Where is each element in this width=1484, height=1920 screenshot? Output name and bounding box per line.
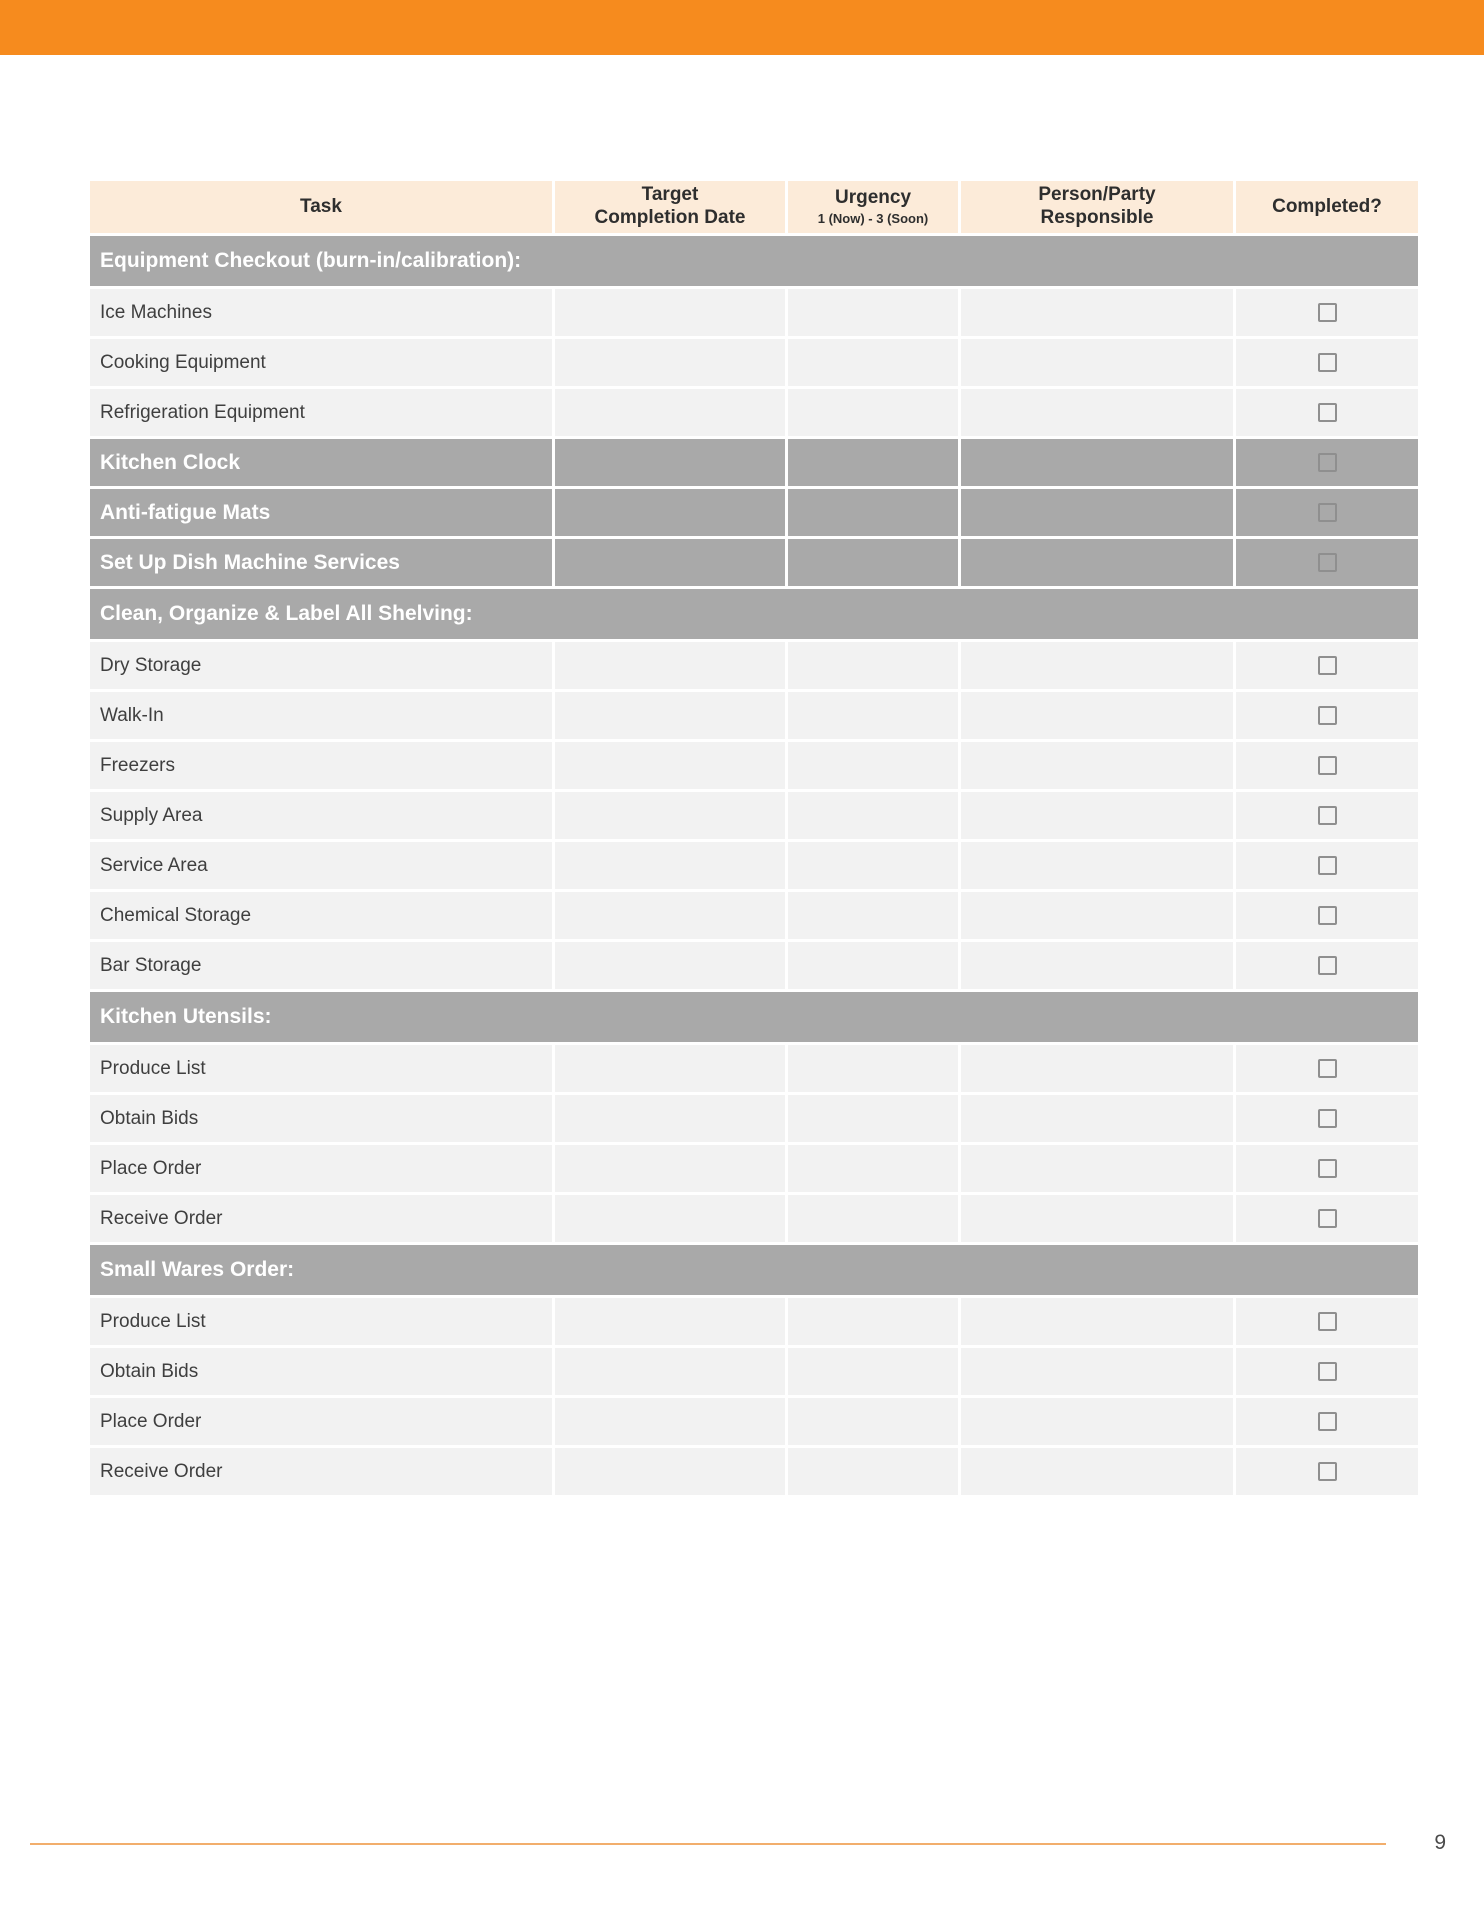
urgency-cell (788, 942, 958, 989)
task-row (90, 1145, 1418, 1192)
section-header-label: Small Wares Order: (90, 1245, 1418, 1295)
person-cell (961, 1298, 1233, 1345)
task-label: Supply Area (90, 792, 552, 839)
completed-checkbox[interactable] (1318, 1412, 1337, 1431)
task-row (90, 439, 1418, 486)
urgency-cell (788, 289, 958, 336)
task-row (90, 339, 1418, 386)
person-cell (961, 1348, 1233, 1395)
completed-cell (1236, 489, 1418, 536)
person-cell (961, 1095, 1233, 1142)
completed-cell (1236, 1398, 1418, 1445)
person-cell (961, 489, 1233, 536)
target-date-cell (555, 892, 785, 939)
completed-checkbox[interactable] (1318, 453, 1337, 472)
person-cell (961, 892, 1233, 939)
person-cell (961, 1448, 1233, 1495)
completed-checkbox[interactable] (1318, 1209, 1337, 1228)
task-label: Kitchen Clock (90, 439, 552, 486)
completed-checkbox[interactable] (1318, 1109, 1337, 1128)
task-label: Service Area (90, 842, 552, 889)
urgency-cell (788, 1298, 958, 1345)
task-row (90, 1348, 1418, 1395)
task-row (90, 742, 1418, 789)
urgency-cell (788, 339, 958, 386)
task-row (90, 842, 1418, 889)
task-label: Ice Machines (90, 289, 552, 336)
person-cell (961, 1398, 1233, 1445)
person-cell (961, 539, 1233, 586)
task-label: Receive Order (90, 1448, 552, 1495)
person-cell (961, 742, 1233, 789)
task-row (90, 389, 1418, 436)
completed-checkbox[interactable] (1318, 403, 1337, 422)
task-label: Set Up Dish Machine Services (90, 539, 552, 586)
completed-checkbox[interactable] (1318, 303, 1337, 322)
target-date-cell (555, 1145, 785, 1192)
task-label: Obtain Bids (90, 1095, 552, 1142)
person-cell (961, 692, 1233, 739)
task-row (90, 1298, 1418, 1345)
task-label: Freezers (90, 742, 552, 789)
target-date-cell (555, 1045, 785, 1092)
target-date-cell (555, 1195, 785, 1242)
completed-cell (1236, 892, 1418, 939)
section-header-row (90, 992, 1418, 1042)
completed-cell (1236, 742, 1418, 789)
task-label: Produce List (90, 1298, 552, 1345)
table-header-row (90, 181, 1418, 233)
urgency-cell (788, 1095, 958, 1142)
task-label: Receive Order (90, 1195, 552, 1242)
column-header-person-label: Person/Party Responsible (1038, 184, 1156, 228)
urgency-cell (788, 1195, 958, 1242)
completed-cell (1236, 1095, 1418, 1142)
completed-cell (1236, 792, 1418, 839)
urgency-cell (788, 742, 958, 789)
completed-cell (1236, 692, 1418, 739)
task-row (90, 539, 1418, 586)
completed-checkbox[interactable] (1318, 353, 1337, 372)
completed-checkbox[interactable] (1318, 856, 1337, 875)
section-header-label: Kitchen Utensils: (90, 992, 1418, 1042)
completed-cell (1236, 1448, 1418, 1495)
task-row (90, 942, 1418, 989)
target-date-cell (555, 692, 785, 739)
task-row (90, 1195, 1418, 1242)
completed-cell (1236, 942, 1418, 989)
completed-checkbox[interactable] (1318, 1159, 1337, 1178)
person-cell (961, 439, 1233, 486)
urgency-cell (788, 489, 958, 536)
column-header-urgency (788, 181, 958, 233)
completed-cell (1236, 389, 1418, 436)
task-row (90, 642, 1418, 689)
task-label: Dry Storage (90, 642, 552, 689)
person-cell (961, 842, 1233, 889)
completed-cell (1236, 1195, 1418, 1242)
completed-cell (1236, 1145, 1418, 1192)
column-header-urgency-label: Urgency (834, 187, 912, 209)
task-row (90, 289, 1418, 336)
target-date-cell (555, 842, 785, 889)
column-header-task (90, 181, 552, 233)
target-date-cell (555, 389, 785, 436)
completed-checkbox[interactable] (1318, 806, 1337, 825)
person-cell (961, 1045, 1233, 1092)
completed-cell (1236, 1298, 1418, 1345)
section-header-row (90, 1245, 1418, 1295)
column-header-person (961, 181, 1233, 233)
column-header-completed-label: Completed? (1272, 195, 1382, 217)
completed-checkbox[interactable] (1318, 956, 1337, 975)
completed-checkbox[interactable] (1318, 1462, 1337, 1481)
urgency-cell (788, 892, 958, 939)
completed-cell (1236, 339, 1418, 386)
completed-cell (1236, 1348, 1418, 1395)
target-date-cell (555, 1448, 785, 1495)
completed-cell (1236, 539, 1418, 586)
person-cell (961, 339, 1233, 386)
completed-checkbox[interactable] (1318, 1362, 1337, 1381)
completed-cell (1236, 289, 1418, 336)
urgency-cell (788, 1145, 958, 1192)
target-date-cell (555, 1398, 785, 1445)
task-label: Walk-In (90, 692, 552, 739)
urgency-cell (788, 692, 958, 739)
person-cell (961, 642, 1233, 689)
person-cell (961, 942, 1233, 989)
urgency-cell (788, 1045, 958, 1092)
target-date-cell (555, 1095, 785, 1142)
person-cell (961, 792, 1233, 839)
completed-checkbox[interactable] (1318, 706, 1337, 725)
completed-cell (1236, 842, 1418, 889)
completed-checkbox[interactable] (1318, 1059, 1337, 1078)
urgency-cell (788, 389, 958, 436)
urgency-cell (788, 792, 958, 839)
completed-checkbox[interactable] (1318, 503, 1337, 522)
task-label: Cooking Equipment (90, 339, 552, 386)
completed-cell (1236, 642, 1418, 689)
completed-cell (1236, 1045, 1418, 1092)
section-header-row (90, 589, 1418, 639)
target-date-cell (555, 942, 785, 989)
urgency-cell (788, 842, 958, 889)
target-date-cell (555, 339, 785, 386)
task-row (90, 1045, 1418, 1092)
completed-checkbox[interactable] (1318, 756, 1337, 775)
target-date-cell (555, 539, 785, 586)
section-header-label: Equipment Checkout (burn-in/calibration): (90, 236, 1418, 286)
task-label: Bar Storage (90, 942, 552, 989)
completed-checkbox[interactable] (1318, 1312, 1337, 1331)
completed-checkbox[interactable] (1318, 553, 1337, 572)
task-row (90, 692, 1418, 739)
section-header-label: Clean, Organize & Label All Shelving: (90, 589, 1418, 639)
column-header-urgency-scale: 1 (Now) - 3 (Soon) (817, 211, 929, 227)
completed-checkbox[interactable] (1318, 906, 1337, 925)
urgency-cell (788, 1348, 958, 1395)
column-header-target-date (555, 181, 785, 233)
column-header-target-date-label: Target Completion Date (594, 184, 746, 228)
footer-divider (30, 1843, 1386, 1845)
task-row (90, 1095, 1418, 1142)
person-cell (961, 1195, 1233, 1242)
target-date-cell (555, 642, 785, 689)
urgency-cell (788, 439, 958, 486)
person-cell (961, 1145, 1233, 1192)
task-row (90, 1448, 1418, 1495)
urgency-cell (788, 539, 958, 586)
completed-checkbox[interactable] (1318, 656, 1337, 675)
top-accent-bar (0, 0, 1484, 55)
task-label: Produce List (90, 1045, 552, 1092)
task-label: Chemical Storage (90, 892, 552, 939)
task-row (90, 892, 1418, 939)
page-number: 9 (1434, 1831, 1446, 1854)
task-label: Refrigeration Equipment (90, 389, 552, 436)
task-label: Place Order (90, 1145, 552, 1192)
urgency-cell (788, 1398, 958, 1445)
target-date-cell (555, 1348, 785, 1395)
task-label: Place Order (90, 1398, 552, 1445)
section-header-row (90, 236, 1418, 286)
target-date-cell (555, 742, 785, 789)
task-label: Anti-fatigue Mats (90, 489, 552, 536)
checklist-table (87, 178, 1421, 1498)
target-date-cell (555, 489, 785, 536)
completed-cell (1236, 439, 1418, 486)
column-header-completed (1236, 181, 1418, 233)
task-row (90, 1398, 1418, 1445)
target-date-cell (555, 289, 785, 336)
task-row (90, 489, 1418, 536)
task-label: Obtain Bids (90, 1348, 552, 1395)
urgency-cell (788, 642, 958, 689)
task-row (90, 792, 1418, 839)
target-date-cell (555, 1298, 785, 1345)
target-date-cell (555, 792, 785, 839)
column-header-task-label: Task (300, 195, 342, 217)
urgency-cell (788, 1448, 958, 1495)
person-cell (961, 389, 1233, 436)
target-date-cell (555, 439, 785, 486)
person-cell (961, 289, 1233, 336)
